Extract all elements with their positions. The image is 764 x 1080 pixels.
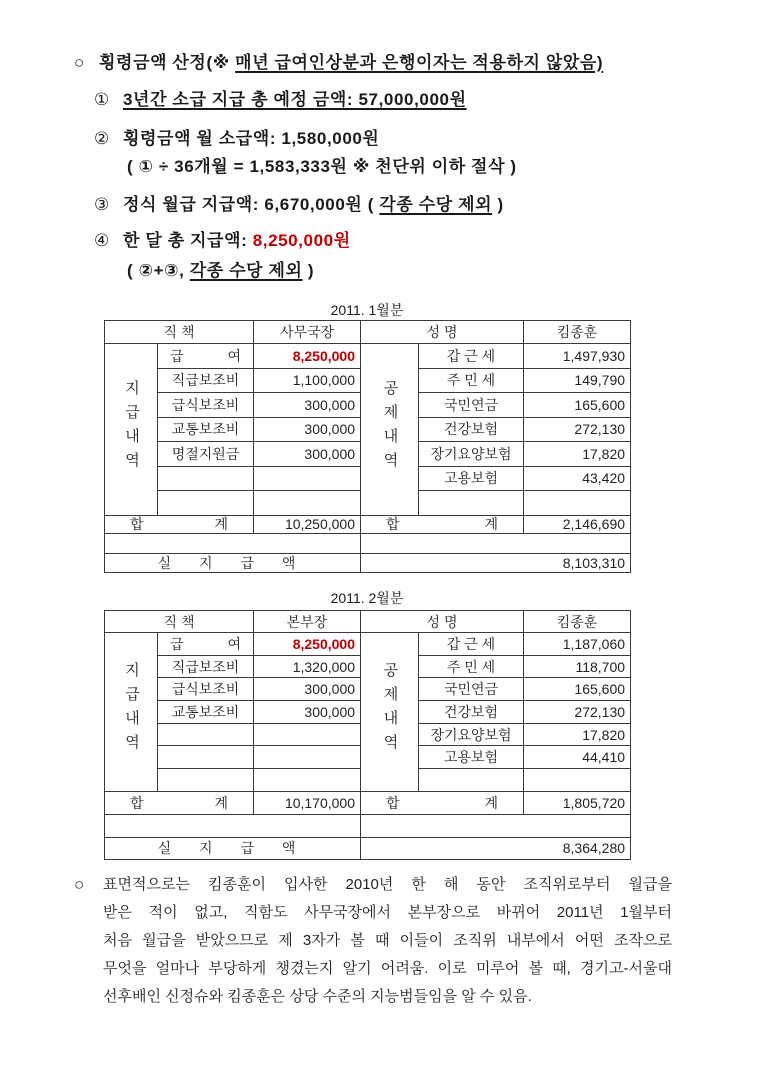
item-number-1: ① xyxy=(94,90,110,109)
payment-label xyxy=(158,769,254,792)
position-value: 사무국장 xyxy=(254,321,361,344)
deduction-amount: 1,187,060 xyxy=(524,633,631,656)
payment-amount xyxy=(254,466,361,491)
table-row xyxy=(105,344,631,369)
payment-amount: 300,000 xyxy=(254,417,361,442)
deductions-section-label: 공제내역 xyxy=(361,344,419,516)
item-1 xyxy=(123,89,467,111)
payments-total-label: 합 계 xyxy=(105,515,254,533)
item-4-amount: 8,250,000원 xyxy=(252,231,351,250)
item-number-2: ② xyxy=(94,129,110,148)
deduction-amount xyxy=(524,491,631,516)
payment-label: 급식보조비 xyxy=(158,393,254,418)
payment-amount xyxy=(254,769,361,792)
position-label: 직 책 xyxy=(105,611,254,633)
item-3 xyxy=(123,194,504,216)
payment-amount: 300,000 xyxy=(254,393,361,418)
table-row xyxy=(105,633,631,656)
deduction-amount: 43,420 xyxy=(524,466,631,491)
payroll-table-jan xyxy=(104,320,631,573)
payments-section-label: 지급내역 xyxy=(105,633,158,792)
blank-cell xyxy=(105,814,361,837)
payment-amount: 1,100,000 xyxy=(254,368,361,393)
deductions-total: 1,805,720 xyxy=(524,791,631,814)
paragraph-line: 처음 월급을 받았으므로 제 3자가 볼 때 이들이 조직위 내부에서 어떤 조작으로 xyxy=(103,932,672,949)
deduction-label: 국민연금 xyxy=(419,393,524,418)
payment-label: 교통보조비 xyxy=(158,417,254,442)
payment-label: 명절지원금 xyxy=(158,442,254,467)
payment-label: 급 여 xyxy=(158,344,254,369)
table-header-row xyxy=(105,611,631,633)
paragraph-bullet-icon: ○ xyxy=(74,875,85,894)
paragraph-line: 받은 적이 없고, 직함도 사무국장에서 본부장으로 바뀌어 2011년 1월부터 xyxy=(103,904,672,921)
item-4-text: 한 달 총 지급액: xyxy=(123,231,253,250)
item-4 xyxy=(123,230,351,252)
name-value: 킴종훈 xyxy=(524,321,631,344)
payments-section-label: 지급내역 xyxy=(105,344,158,516)
payment-amount xyxy=(254,746,361,769)
name-label: 성 명 xyxy=(361,611,524,633)
section-heading xyxy=(99,52,603,74)
payment-amount: 8,250,000 xyxy=(254,344,361,369)
deduction-label: 장기요양보험 xyxy=(419,442,524,467)
deduction-amount: 165,600 xyxy=(524,393,631,418)
item-4-sub xyxy=(127,260,314,282)
item-3-suffix: ) xyxy=(492,195,504,214)
conclusion-paragraph xyxy=(103,871,672,1011)
payroll-table-feb xyxy=(104,610,631,860)
net-pay-row xyxy=(105,837,631,859)
payment-amount: 1,320,000 xyxy=(254,655,361,678)
item-4-sub-prefix: ( ②+③, xyxy=(127,261,190,280)
payments-total: 10,170,000 xyxy=(254,791,361,814)
payment-label: 직급보조비 xyxy=(158,655,254,678)
item-2 xyxy=(123,128,379,150)
deductions-total-label: 합 계 xyxy=(361,791,524,814)
item-2-text: 횡령금액 월 소급액: 1,580,000원 xyxy=(123,129,380,148)
payment-amount: 300,000 xyxy=(254,678,361,701)
position-label: 직 책 xyxy=(105,321,254,344)
net-pay-label: 실 지 급 액 xyxy=(105,553,361,572)
blank-row xyxy=(105,533,631,553)
heading-prefix: 횡령금액 산정(※ xyxy=(99,53,236,72)
deduction-label: 장기요양보험 xyxy=(419,723,524,746)
payment-label: 직급보조비 xyxy=(158,368,254,393)
table-caption-feb: 2011. 2월분 xyxy=(330,590,404,606)
name-value: 킴종훈 xyxy=(524,611,631,633)
deduction-amount: 118,700 xyxy=(524,655,631,678)
item-3-text: 정식 월급 지급액: 6,670,000원 ( xyxy=(123,195,380,214)
payment-amount: 300,000 xyxy=(254,701,361,724)
item-3-note: 각종 수당 제외 xyxy=(379,195,493,214)
item-2-sub xyxy=(127,156,517,178)
deduction-label: 건강보험 xyxy=(419,701,524,724)
payment-amount: 300,000 xyxy=(254,442,361,467)
deductions-section-label: 공제내역 xyxy=(361,633,419,792)
deductions-total-label: 합 계 xyxy=(361,515,524,533)
deduction-label xyxy=(419,491,524,516)
deduction-amount: 272,130 xyxy=(524,417,631,442)
deduction-label: 갑 근 세 xyxy=(419,344,524,369)
item-4-sub-note: 각종 수당 제외 xyxy=(189,261,303,280)
deduction-amount: 272,130 xyxy=(524,701,631,724)
name-label: 성 명 xyxy=(361,321,524,344)
deduction-label: 갑 근 세 xyxy=(419,633,524,656)
heading-note: 매년 급여인상분과 은행이자는 적용하지 않았음) xyxy=(235,53,604,72)
payments-total-label: 합 계 xyxy=(105,791,254,814)
deduction-label: 국민연금 xyxy=(419,678,524,701)
net-pay-amount: 8,364,280 xyxy=(361,837,631,859)
deduction-amount: 149,790 xyxy=(524,368,631,393)
payment-amount: 8,250,000 xyxy=(254,633,361,656)
deductions-total: 2,146,690 xyxy=(524,515,631,533)
payment-amount xyxy=(254,491,361,516)
item-2-sub-text: ( ① ÷ 36개월 = 1,583,333원 ※ 천단위 이하 절삭 ) xyxy=(127,157,517,176)
table-caption-jan: 2011. 1월분 xyxy=(330,302,404,318)
blank-cell xyxy=(105,533,361,553)
total-row xyxy=(105,791,631,814)
blank-cell xyxy=(361,814,631,837)
deduction-label: 주 민 세 xyxy=(419,655,524,678)
paragraph-line: 무엇을 얼마나 부당하게 챙겼는지 알기 어려움. 이로 미루어 볼 때, 경기고-서울대 xyxy=(103,960,672,977)
total-row xyxy=(105,515,631,533)
payment-label xyxy=(158,466,254,491)
deduction-label: 고용보험 xyxy=(419,746,524,769)
table-header-row xyxy=(105,321,631,344)
payment-label: 급식보조비 xyxy=(158,678,254,701)
item-4-sub-suffix: ) xyxy=(302,261,315,280)
blank-cell xyxy=(361,533,631,553)
deduction-amount: 1,497,930 xyxy=(524,344,631,369)
payments-total: 10,250,000 xyxy=(254,515,361,533)
payment-label: 교통보조비 xyxy=(158,701,254,724)
deduction-amount xyxy=(524,769,631,792)
heading-bullet-icon: ○ xyxy=(74,53,85,72)
payment-amount xyxy=(254,723,361,746)
deduction-label: 주 민 세 xyxy=(419,368,524,393)
paragraph-line: 표면적으로는 킴종훈이 입사한 2010년 한 해 동안 조직위로부터 월급을 xyxy=(103,876,672,893)
payment-label xyxy=(158,491,254,516)
deduction-label: 고용보험 xyxy=(419,466,524,491)
deduction-amount: 165,600 xyxy=(524,678,631,701)
net-pay-row xyxy=(105,553,631,572)
item-number-3: ③ xyxy=(94,195,110,214)
deduction-label: 건강보험 xyxy=(419,417,524,442)
payment-label xyxy=(158,746,254,769)
position-value: 본부장 xyxy=(254,611,361,633)
paragraph-line: 선후배인 신정슈와 킴종훈은 상당 수준의 지능범들임을 알 수 있음. xyxy=(103,988,532,1005)
deduction-label xyxy=(419,769,524,792)
payment-label: 급 여 xyxy=(158,633,254,656)
item-1-text: 3년간 소급 지급 총 예정 금액: 57,000,000원 xyxy=(123,90,467,109)
deduction-amount: 17,820 xyxy=(524,723,631,746)
net-pay-label: 실 지 급 액 xyxy=(105,837,361,859)
item-number-4: ④ xyxy=(94,231,110,250)
deduction-amount: 17,820 xyxy=(524,442,631,467)
net-pay-amount: 8,103,310 xyxy=(361,553,631,572)
payment-label xyxy=(158,723,254,746)
deduction-amount: 44,410 xyxy=(524,746,631,769)
blank-row xyxy=(105,814,631,837)
